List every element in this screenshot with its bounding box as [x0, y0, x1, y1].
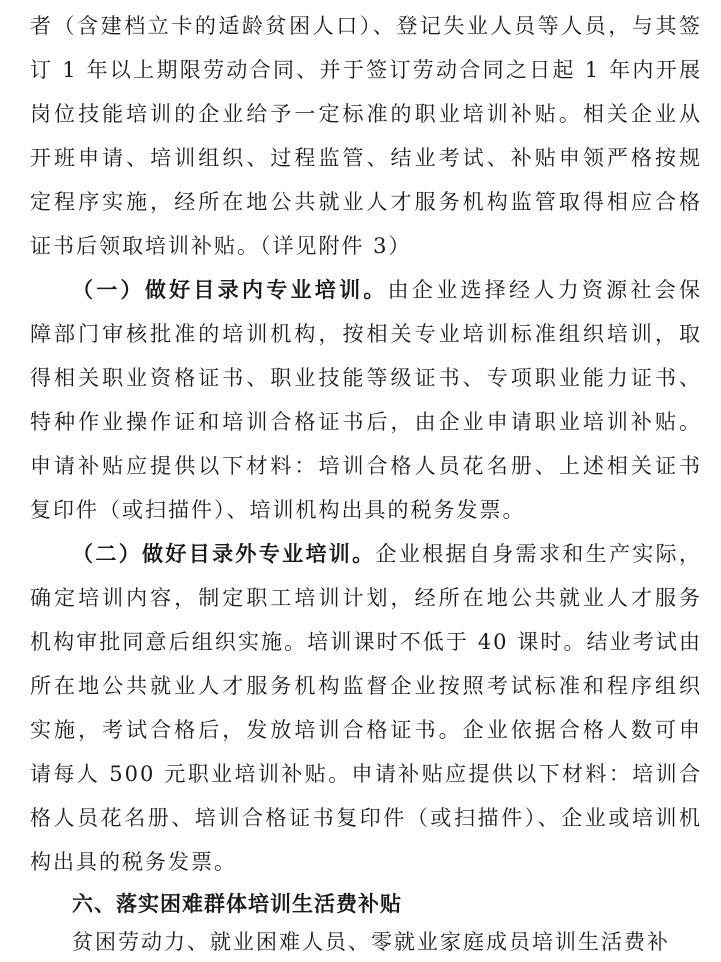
paragraph-3-line-7: 格人员花名册、培训合格证书复印件（或扫描件）、企业或培训机 [30, 806, 702, 830]
paragraph-3-line-3: 机构审批同意后组织实施。培训课时不低于 40 课时。结业考试由 [30, 630, 702, 654]
paragraph-3-line-1 [72, 534, 702, 574]
paragraph-3-line-4: 所在地公共就业人才服务机构监督企业按照考试标准和程序组织 [30, 674, 702, 698]
paragraph-1-line-3: 岗位技能培训的企业给予一定标准的职业培训补贴。相关企业从 [30, 102, 702, 126]
section-heading: 六、落实困难群体培训生活费补贴 [72, 892, 402, 916]
paragraph-2-line-4: 特种作业操作证和培训合格证书后，由企业申请职业培训补贴。 [30, 410, 702, 434]
paragraph-1-line-6: 证书后领取培训补贴。（详见附件 3） [30, 234, 412, 258]
paragraph-3-line-8: 构出具的税务发票。 [30, 850, 237, 874]
paragraph-3-lead: （二）做好目录外专业培训。 [72, 541, 376, 566]
paragraph-3-first-line-rest: 企业根据自身需求和生产实际， [375, 542, 702, 566]
paragraph-2-line-2: 障部门审核批准的培训机构，按相关专业培训标准组织培训，取 [30, 322, 702, 346]
paragraph-3-line-6: 请每人 500 元职业培训补贴。申请补贴应提供以下材料：培训合 [30, 762, 702, 786]
paragraph-1-line-1: 者（含建档立卡的适龄贫困人口）、登记失业人员等人员，与其签 [30, 14, 702, 38]
paragraph-4-line-1: 贫困劳动力、就业困难人员、零就业家庭成员培训生活费补 [72, 930, 670, 954]
paragraph-3-line-5: 实施，考试合格后，发放培训合格证书。企业依据合格人数可申 [30, 718, 702, 742]
paragraph-2-first-line-rest: 由企业选择经人力资源社会保 [387, 278, 702, 302]
paragraph-1-line-4: 开班申请、培训组织、过程监管、结业考试、补贴申领严格按规 [30, 146, 702, 170]
paragraph-1-line-5: 定程序实施，经所在地公共就业人才服务机构监管取得相应合格 [30, 190, 702, 214]
paragraph-2-lead: （一）做好目录内专业培训。 [72, 277, 388, 302]
paragraph-1-line-2: 订 1 年以上期限劳动合同、并于签订劳动合同之日起 1 年内开展 [30, 58, 702, 82]
paragraph-3-line-2: 确定培训内容，制定职工培训计划，经所在地公共就业人才服务 [30, 586, 702, 610]
paragraph-2-line-5: 申请补贴应提供以下材料：培训合格人员花名册、上述相关证书 [30, 454, 702, 478]
paragraph-2-line-6: 复印件（或扫描件）、培训机构出具的税务发票。 [30, 498, 526, 522]
paragraph-2-line-1 [72, 270, 702, 310]
paragraph-2-line-3: 得相关职业资格证书、职业技能等级证书、专项职业能力证书、 [30, 366, 702, 390]
